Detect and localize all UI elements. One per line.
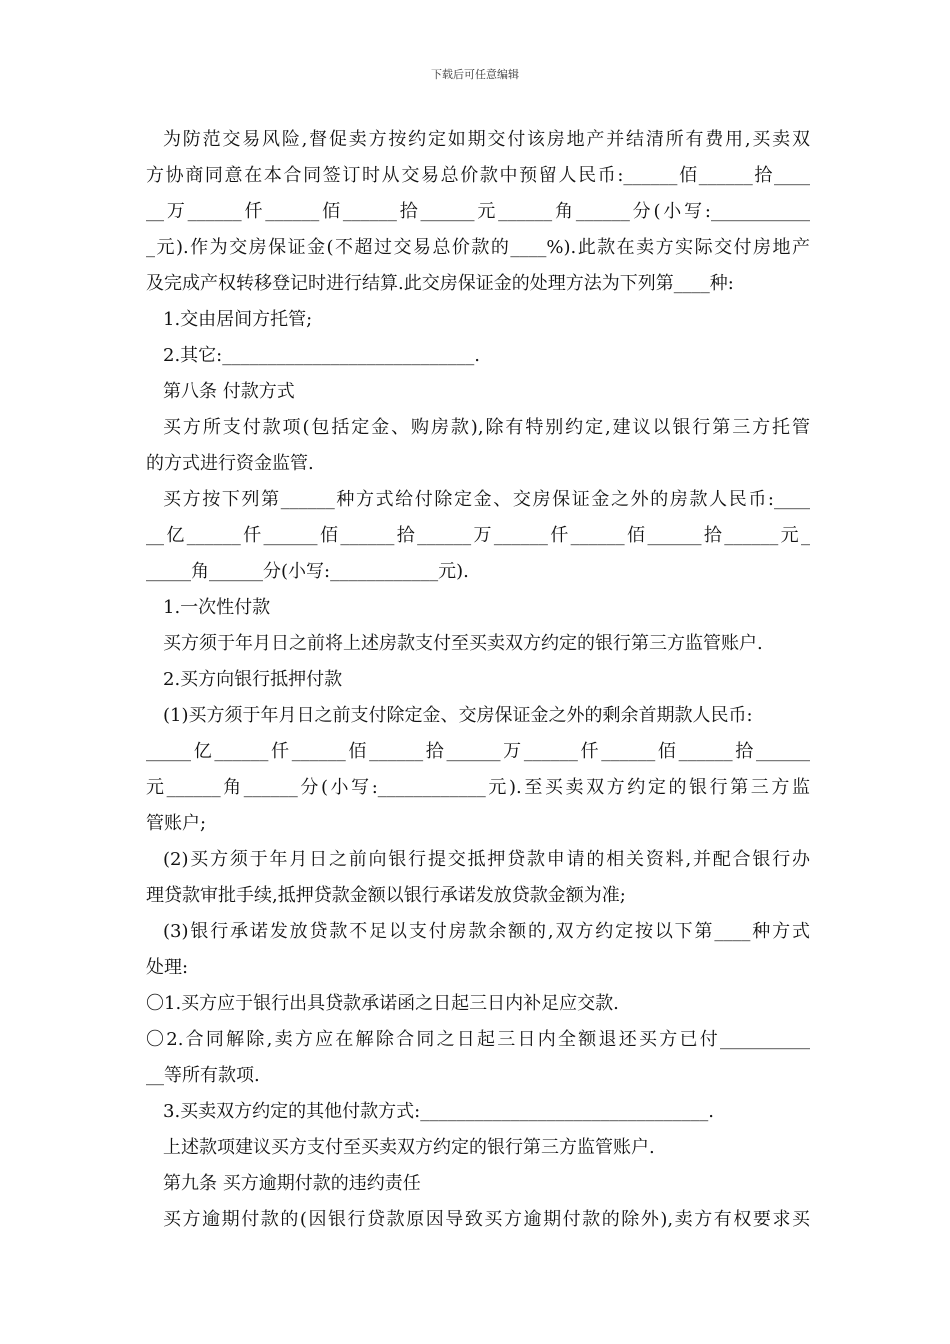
- text-line: 上述款项建议买方支付至买卖双方约定的银行第三方监管账户.: [163, 1137, 655, 1158]
- text-line: (3)银行承诺发放贷款不足以支付房款余额的,双方约定按以下第____种方式: [163, 921, 810, 942]
- text-line: 管账户;: [146, 813, 207, 834]
- text-line: _____角______分(小写:____________元).: [146, 561, 469, 582]
- text-line: 买方逾期付款的(因银行贷款原因导致买方逾期付款的除外),卖方有权要求买: [163, 1209, 810, 1230]
- text-line: __亿______仟______佰______拾______万______仟______佰______拾______元_: [146, 525, 810, 546]
- text-line: 元______角______分(小写:____________元).至买卖双方约定的银行第三方监: [146, 777, 810, 798]
- text-line: 及完成产权转移登记时进行结算.此交房保证金的处理方法为下列第____种:: [146, 273, 734, 294]
- text-line: 1.交由居间方托管;: [163, 309, 313, 330]
- text-line: 的方式进行资金监管.: [146, 453, 314, 474]
- text-line: 〇1.买方应于银行出具贷款承诺函之日起三日内补足应交款.: [146, 993, 619, 1014]
- text-line: (2)买方须于年月日之前向银行提交抵押贷款申请的相关资料,并配合银行办: [163, 849, 810, 870]
- text-line: 〇2.合同解除,卖方应在解除合同之日起三日内全额退还买方已付__________: [146, 1029, 810, 1050]
- text-line: _____亿______仟______佰______拾______万______仟______佰______拾______: [146, 741, 810, 762]
- text-line: _元).作为交房保证金(不超过交易总价款的____%).此款在卖方实际交付房地产: [146, 237, 810, 258]
- text-line: 2.其它:____________________________.: [163, 345, 480, 366]
- text-line: 第九条 买方逾期付款的违约责任: [163, 1173, 421, 1194]
- text-line: __等所有款项.: [146, 1065, 260, 1086]
- document-body: [146, 122, 810, 1238]
- text-line: 2.买方向银行抵押付款: [163, 669, 343, 690]
- text-line: 1.一次性付款: [163, 597, 271, 618]
- text-line: 方协商同意在本合同签订时从交易总价款中预留人民币:______佰______拾____: [146, 165, 810, 186]
- text-line: 处理:: [146, 957, 189, 978]
- text-line: 3.买卖双方约定的其他付款方式:________________________________.: [163, 1101, 714, 1122]
- text-line: 买方所支付款项(包括定金、购房款),除有特别约定,建议以银行第三方托管: [163, 417, 810, 438]
- text-line: 理贷款审批手续,抵押贷款金额以银行承诺发放贷款金额为准;: [146, 885, 626, 906]
- text-line: (1)买方须于年月日之前支付除定金、交房保证金之外的剩余首期款人民币:: [163, 705, 753, 726]
- text-line: __万______仟______佰______拾______元______角______分(小写:___________: [146, 201, 810, 222]
- text-line: 买方须于年月日之前将上述房款支付至买卖双方约定的银行第三方监管账户.: [163, 633, 763, 654]
- page-header: 下载后可任意编辑: [431, 68, 519, 81]
- text-line: 买方按下列第______种方式给付除定金、交房保证金之外的房款人民币:____: [163, 489, 810, 510]
- text-line: 第八条 付款方式: [163, 381, 295, 402]
- text-line: 为防范交易风险,督促卖方按约定如期交付该房地产并结清所有费用,买卖双: [163, 129, 810, 150]
